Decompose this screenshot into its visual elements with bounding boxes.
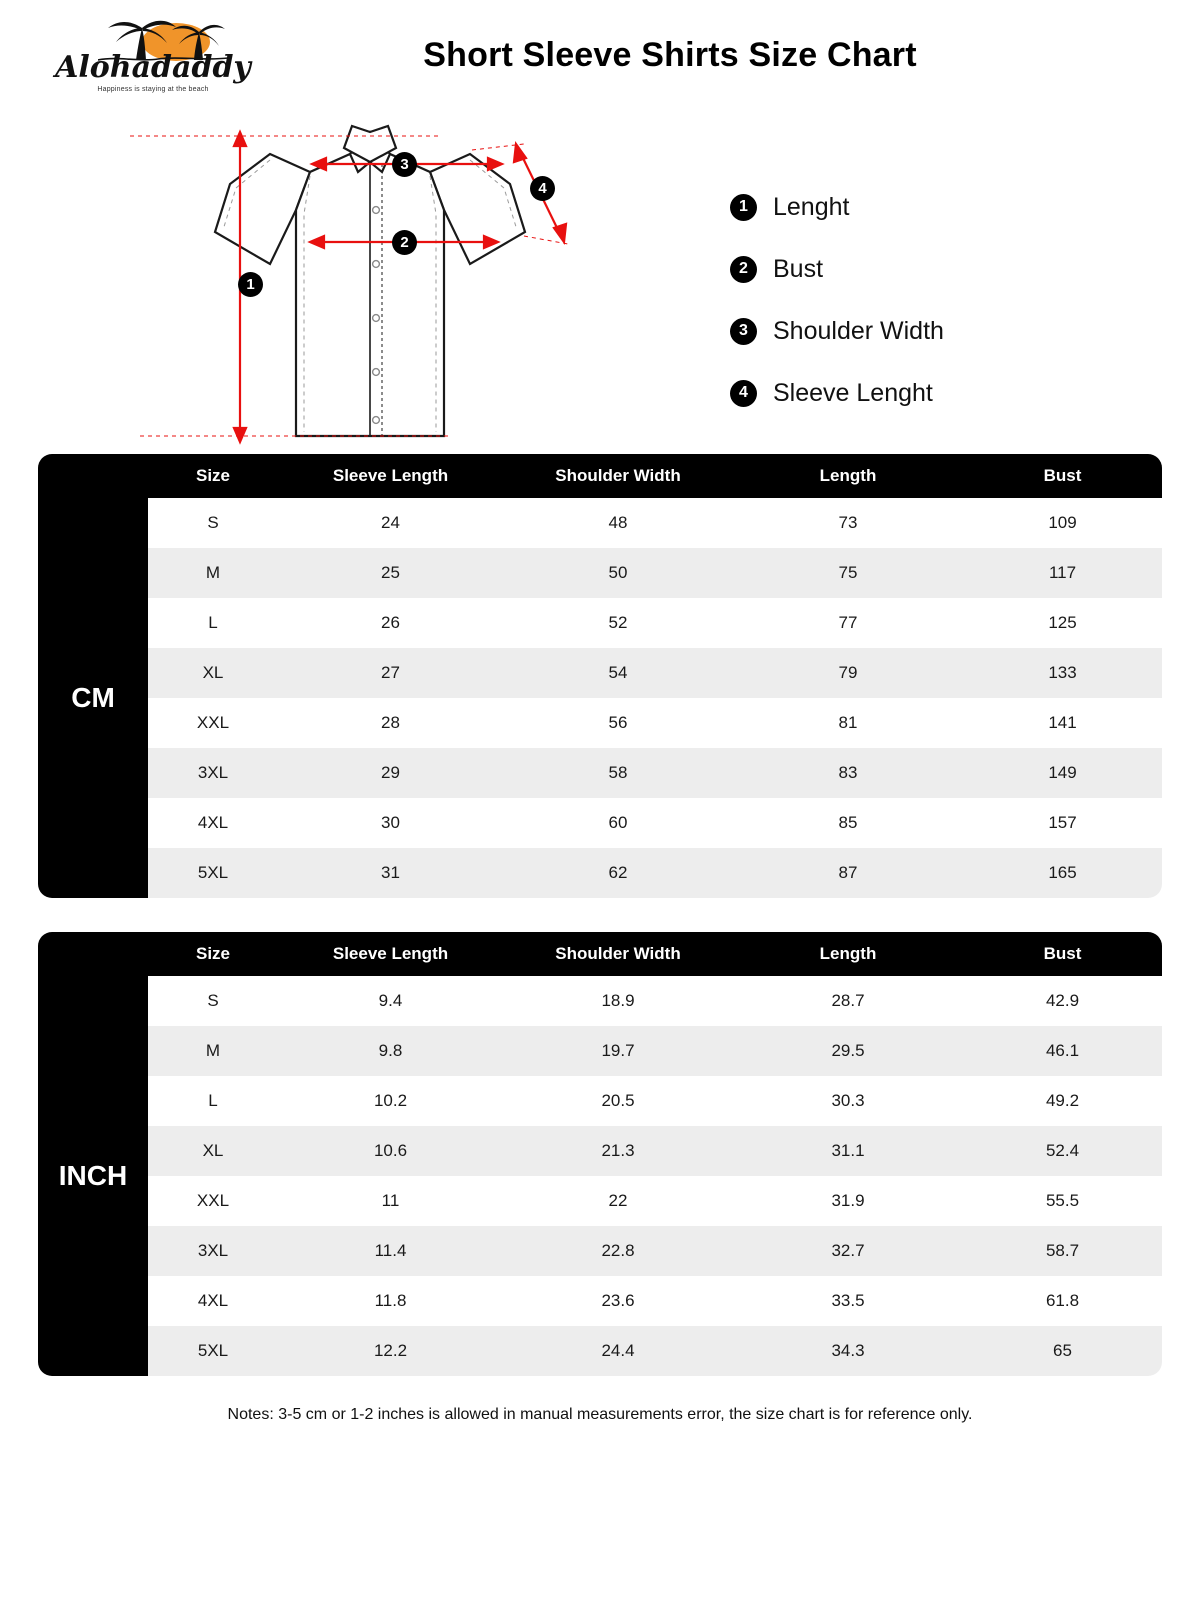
cell-shoulder-width: 21.3 xyxy=(503,1126,733,1176)
table-row xyxy=(38,598,1162,648)
bust-marker-badge: 2 xyxy=(392,230,417,255)
brand-name: Alohadaddy xyxy=(55,50,251,85)
cell-shoulder-width: 19.7 xyxy=(503,1026,733,1076)
cell-sleeve-length: 12.2 xyxy=(278,1326,503,1376)
cell-bust: 165 xyxy=(963,848,1162,898)
unit-header-cm xyxy=(38,454,148,498)
legend-badge-2: 2 xyxy=(730,256,757,283)
legend xyxy=(730,176,944,424)
table-row xyxy=(38,1076,1162,1126)
cell-shoulder-width: 62 xyxy=(503,848,733,898)
table-row xyxy=(38,698,1162,748)
cell-shoulder-width: 22.8 xyxy=(503,1226,733,1276)
shirt-illustration xyxy=(120,114,620,454)
col-header-bust: Bust xyxy=(963,454,1162,498)
cell-sleeve-length: 9.8 xyxy=(278,1026,503,1076)
shoulder-width-marker-badge: 3 xyxy=(392,152,417,177)
table-row xyxy=(38,748,1162,798)
cell-length: 79 xyxy=(733,648,963,698)
legend-badge-3: 3 xyxy=(730,318,757,345)
cell-bust: 141 xyxy=(963,698,1162,748)
cell-bust: 55.5 xyxy=(963,1176,1162,1226)
legend-badge-4: 4 xyxy=(730,380,757,407)
unit-label-cm: CM xyxy=(38,498,148,898)
col-header-length: Length xyxy=(733,932,963,976)
cell-length: 85 xyxy=(733,798,963,848)
inch-size-table-block xyxy=(38,932,1162,1376)
cell-size: 4XL xyxy=(148,798,278,848)
cell-sleeve-length: 11.8 xyxy=(278,1276,503,1326)
cell-sleeve-length: 10.2 xyxy=(278,1076,503,1126)
page-header xyxy=(0,0,1200,110)
table-row xyxy=(38,1326,1162,1376)
col-header-size: Size xyxy=(148,932,278,976)
cell-size: S xyxy=(148,976,278,1026)
legend-item-shoulder-width xyxy=(730,300,944,362)
cell-sleeve-length: 11 xyxy=(278,1176,503,1226)
table-header-row xyxy=(38,932,1162,976)
cell-sleeve-length: 11.4 xyxy=(278,1226,503,1276)
table-row xyxy=(38,1176,1162,1226)
table-header-row xyxy=(38,454,1162,498)
col-header-sleeve-length: Sleeve Length xyxy=(278,454,503,498)
measurement-notes: Notes: 3-5 cm or 1-2 inches is allowed in manual measurements error, the size chart is for reference only. xyxy=(227,1406,973,1423)
legend-item-bust xyxy=(730,238,944,300)
legend-badge-1: 1 xyxy=(730,194,757,221)
section-spacer xyxy=(0,898,1200,932)
cell-length: 73 xyxy=(733,498,963,548)
cm-size-table xyxy=(38,454,1162,898)
cell-length: 29.5 xyxy=(733,1026,963,1076)
table-row xyxy=(38,1276,1162,1326)
cell-size: L xyxy=(148,598,278,648)
cell-length: 75 xyxy=(733,548,963,598)
cell-length: 77 xyxy=(733,598,963,648)
cell-size: XL xyxy=(148,1126,278,1176)
cell-length: 30.3 xyxy=(733,1076,963,1126)
cell-bust: 65 xyxy=(963,1326,1162,1376)
cell-length: 81 xyxy=(733,698,963,748)
cell-bust: 125 xyxy=(963,598,1162,648)
cell-length: 31.1 xyxy=(733,1126,963,1176)
cell-sleeve-length: 9.4 xyxy=(278,976,503,1026)
col-header-length: Length xyxy=(733,454,963,498)
cell-size: 5XL xyxy=(148,848,278,898)
legend-item-sleeve-length xyxy=(730,362,944,424)
cell-size: XL xyxy=(148,648,278,698)
cell-length: 34.3 xyxy=(733,1326,963,1376)
cell-bust: 46.1 xyxy=(963,1026,1162,1076)
cell-shoulder-width: 50 xyxy=(503,548,733,598)
cell-shoulder-width: 23.6 xyxy=(503,1276,733,1326)
cell-sleeve-length: 26 xyxy=(278,598,503,648)
col-header-sleeve-length: Sleeve Length xyxy=(278,932,503,976)
cell-shoulder-width: 56 xyxy=(503,698,733,748)
cell-shoulder-width: 60 xyxy=(503,798,733,848)
cell-shoulder-width: 54 xyxy=(503,648,733,698)
cell-shoulder-width: 22 xyxy=(503,1176,733,1226)
table-row xyxy=(38,498,1162,548)
cell-shoulder-width: 52 xyxy=(503,598,733,648)
cell-size: S xyxy=(148,498,278,548)
cell-size: 3XL xyxy=(148,748,278,798)
cell-length: 32.7 xyxy=(733,1226,963,1276)
cell-length: 83 xyxy=(733,748,963,798)
cell-size: 5XL xyxy=(148,1326,278,1376)
cell-bust: 49.2 xyxy=(963,1076,1162,1126)
table-row xyxy=(38,848,1162,898)
legend-label-length: Lenght xyxy=(773,192,850,221)
cell-bust: 109 xyxy=(963,498,1162,548)
cell-bust: 52.4 xyxy=(963,1126,1162,1176)
cell-size: 3XL xyxy=(148,1226,278,1276)
unit-header-inch xyxy=(38,932,148,976)
table-row xyxy=(38,1226,1162,1276)
cell-sleeve-length: 10.6 xyxy=(278,1126,503,1176)
legend-item-length xyxy=(730,176,944,238)
page-title: Short Sleeve Shirts Size Chart xyxy=(423,36,917,74)
table-row xyxy=(38,798,1162,848)
cm-size-table-block xyxy=(38,454,1162,898)
cell-sleeve-length: 24 xyxy=(278,498,503,548)
cell-size: XXL xyxy=(148,1176,278,1226)
cell-sleeve-length: 25 xyxy=(278,548,503,598)
sleeve-length-marker-badge: 4 xyxy=(530,176,555,201)
col-header-shoulder-width: Shoulder Width xyxy=(503,454,733,498)
table-row xyxy=(38,548,1162,598)
inch-size-table xyxy=(38,932,1162,1376)
unit-label-inch: INCH xyxy=(38,976,148,1376)
cell-size: M xyxy=(148,1026,278,1076)
col-header-bust: Bust xyxy=(963,932,1162,976)
cell-length: 87 xyxy=(733,848,963,898)
cell-size: 4XL xyxy=(148,1276,278,1326)
cell-sleeve-length: 31 xyxy=(278,848,503,898)
cell-shoulder-width: 20.5 xyxy=(503,1076,733,1126)
cell-size: XXL xyxy=(148,698,278,748)
cell-shoulder-width: 24.4 xyxy=(503,1326,733,1376)
cell-size: M xyxy=(148,548,278,598)
table-row xyxy=(38,1126,1162,1176)
length-marker-badge: 1 xyxy=(238,272,263,297)
brand-logo xyxy=(38,14,268,106)
cell-bust: 58.7 xyxy=(963,1226,1162,1276)
cell-length: 28.7 xyxy=(733,976,963,1026)
col-header-shoulder-width: Shoulder Width xyxy=(503,932,733,976)
brand-tagline: Happiness is staying at the beach xyxy=(97,86,209,93)
cell-bust: 61.8 xyxy=(963,1276,1162,1326)
cell-bust: 117 xyxy=(963,548,1162,598)
legend-label-bust: Bust xyxy=(773,254,824,283)
cell-size: L xyxy=(148,1076,278,1126)
cell-bust: 133 xyxy=(963,648,1162,698)
cell-shoulder-width: 58 xyxy=(503,748,733,798)
cell-length: 33.5 xyxy=(733,1276,963,1326)
cell-sleeve-length: 28 xyxy=(278,698,503,748)
col-header-size: Size xyxy=(148,454,278,498)
cell-length: 31.9 xyxy=(733,1176,963,1226)
legend-label-sleeve-length: Sleeve Lenght xyxy=(773,378,933,407)
cell-sleeve-length: 29 xyxy=(278,748,503,798)
table-row xyxy=(38,1026,1162,1076)
measurement-diagram-section xyxy=(0,114,1200,454)
cell-shoulder-width: 18.9 xyxy=(503,976,733,1026)
table-row xyxy=(38,648,1162,698)
legend-label-shoulder-width: Shoulder Width xyxy=(773,316,944,345)
cell-sleeve-length: 30 xyxy=(278,798,503,848)
cell-bust: 42.9 xyxy=(963,976,1162,1026)
cell-bust: 157 xyxy=(963,798,1162,848)
cell-bust: 149 xyxy=(963,748,1162,798)
cell-shoulder-width: 48 xyxy=(503,498,733,548)
cell-sleeve-length: 27 xyxy=(278,648,503,698)
table-row xyxy=(38,976,1162,1026)
